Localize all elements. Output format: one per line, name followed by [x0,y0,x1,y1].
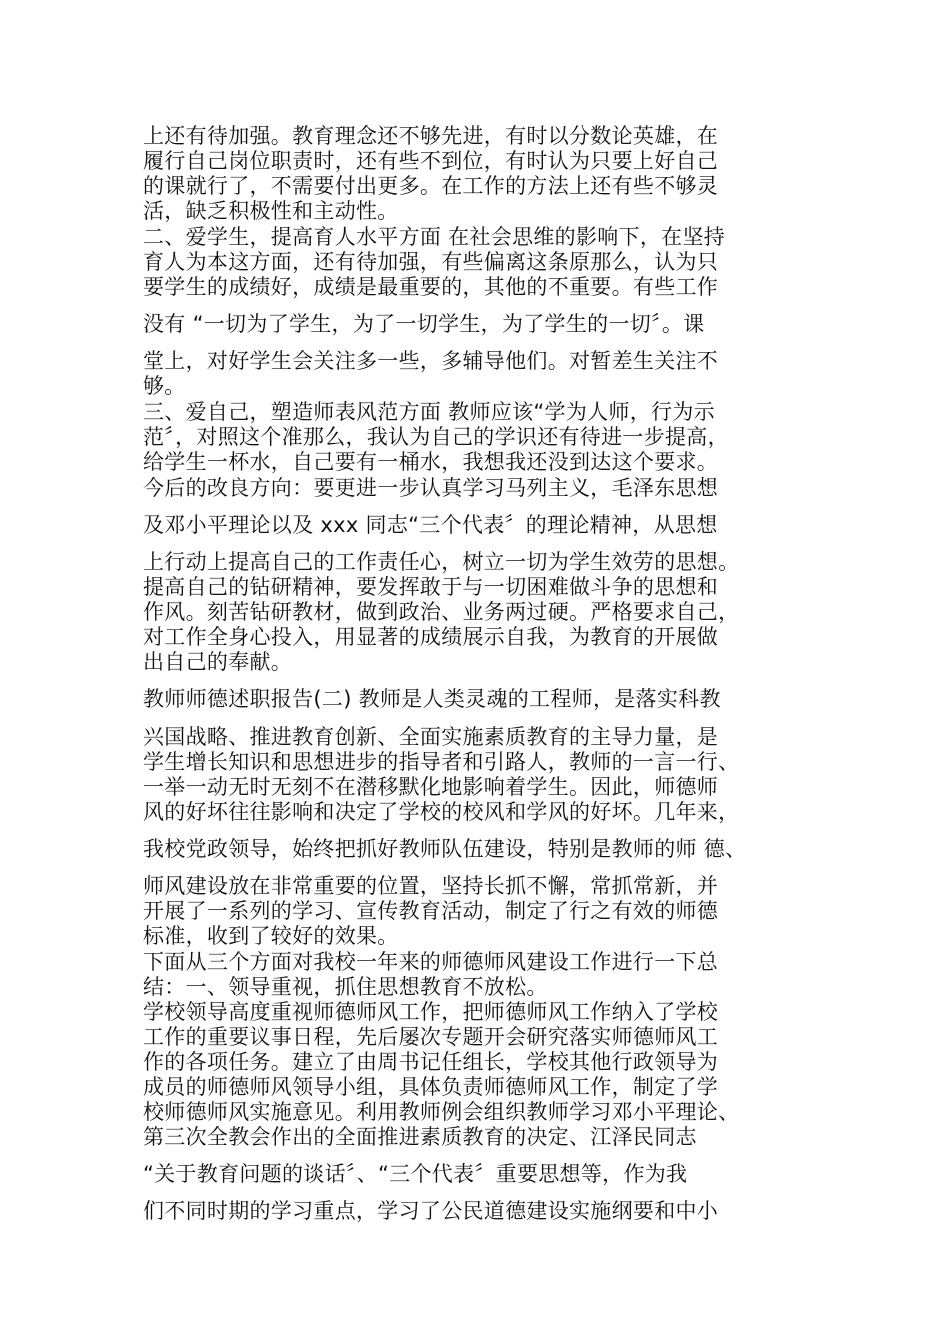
text-line: “关于教育问题的谈话〞、“三个代表〞重要思想等，作为我 [143,1162,688,1186]
text-line: 没有 “一切为了学生，为了一切学生，为了学生的一切〞。课 [143,312,705,336]
text-line: 对工作全身心投入，用显著的成绩展示自我，为教育的开展做 [143,625,719,649]
text-line: 我校党政领导，始终把抓好教师队伍建设，特别是教师的师 德、 [143,837,747,861]
text-line: 履行自己岗位职责时，还有些不到位，有时认为只要上好自己 [143,149,719,173]
text-line: 范〞，对照这个准那么，我认为自己的学识还有待进一步提高， [143,425,729,449]
text-line: 工作的重要议事日程，先后屡次专题开会研究落实师德师风工 [143,1025,719,1049]
text-line: 师风建设放在非常重要的位置，坚持长抓不懈，常抓常新，并 [143,874,719,898]
text-line: 作的各项任务。建立了由周书记任组长，学校其他行政领导为 [143,1050,719,1074]
text-line: 育人为本这方面，还有待加强，有些偏离这条原那么，认为只 [143,250,719,274]
text-line: 上行动上提高自己的工作责任心，树立一切为学生效劳的思想。 [143,550,740,574]
text-line: 学校领导高度重视师德师风工作，把师德师风工作纳入了学校 [143,1000,719,1024]
text-line: 成员的师德师风领导小组，具体负责师德师风工作，制定了学 [143,1075,719,1099]
text-line: 活，缺乏积极性和主动性。 [143,199,399,223]
text-line: 出自己的奉献。 [143,650,293,674]
text-line: 学生增长知识和思想进步的指导者和引路人，教师的一言一行、 [143,750,740,774]
text-line: 及邓小平理论以及 xxx 同志“三个代表〞的理论精神，从思想 [143,513,718,537]
text-line: 今后的改良方向：要更进一步认真学习马列主义，毛泽东思想 [143,476,719,500]
text-line: 一举一动无时无刻不在潜移默化地影响着学生。因此，师德师 [143,775,719,799]
text-line: 要学生的成绩好，成绩是最重要的，其他的不重要。有些工作 [143,275,719,299]
text-line: 三、爱自己，塑造师表风范方面 教师应该“学为人师，行为示 [143,400,715,424]
text-line: 下面从三个方面对我校一年来的师德师风建设工作进行一下总 [143,950,719,974]
text-line: 教师师德述职报告(二) 教师是人类灵魂的工程师，是落实科教 [143,687,721,711]
text-line: 提高自己的钻研精神，要发挥敢于与一切困难做斗争的思想和 [143,575,719,599]
text-line: 开展了一系列的学习、宣传教育活动，制定了行之有效的师德 [143,899,719,923]
text-line: 校师德师风实施意见。利用教师例会组织教师学习邓小平理论、 [143,1100,740,1124]
text-line: 们不同时期的学习重点，学习了公民道德建设实施纲要和中小 [143,1199,719,1223]
text-line: 风的好坏往往影响和决定了学校的校风和学风的好坏。几年来， [143,800,740,824]
text-line: 标准，收到了较好的效果。 [143,924,399,948]
text-line: 结：一、领导重视，抓住思想教育不放松。 [143,975,548,999]
text-line: 作风。刻苦钻研教材，做到政治、业务两过硬。严格要求自己， [143,600,740,624]
text-line: 的课就行了，不需要付出更多。在工作的方法上还有些不够灵 [143,174,719,198]
text-line: 给学生一杯水，自己要有一桶水，我想我还没到达这个要求。 [143,450,719,474]
text-line: 堂上，对好学生会关注多一些，多辅导他们。对暂差生关注不 [143,349,719,373]
text-line: 二、爱学生，提高育人水平方面 在社会思维的影响下，在坚持 [143,225,726,249]
text-line: 够。 [143,374,186,398]
text-line: 第三次全教会作出的全面推进素质教育的决定、江泽民同志 [143,1125,697,1149]
text-line: 兴国战略、推进教育创新、全面实施素质教育的主导力量，是 [143,725,719,749]
text-line: 上还有待加强。教育理念还不够先进，有时以分数论英雄，在 [143,124,719,148]
